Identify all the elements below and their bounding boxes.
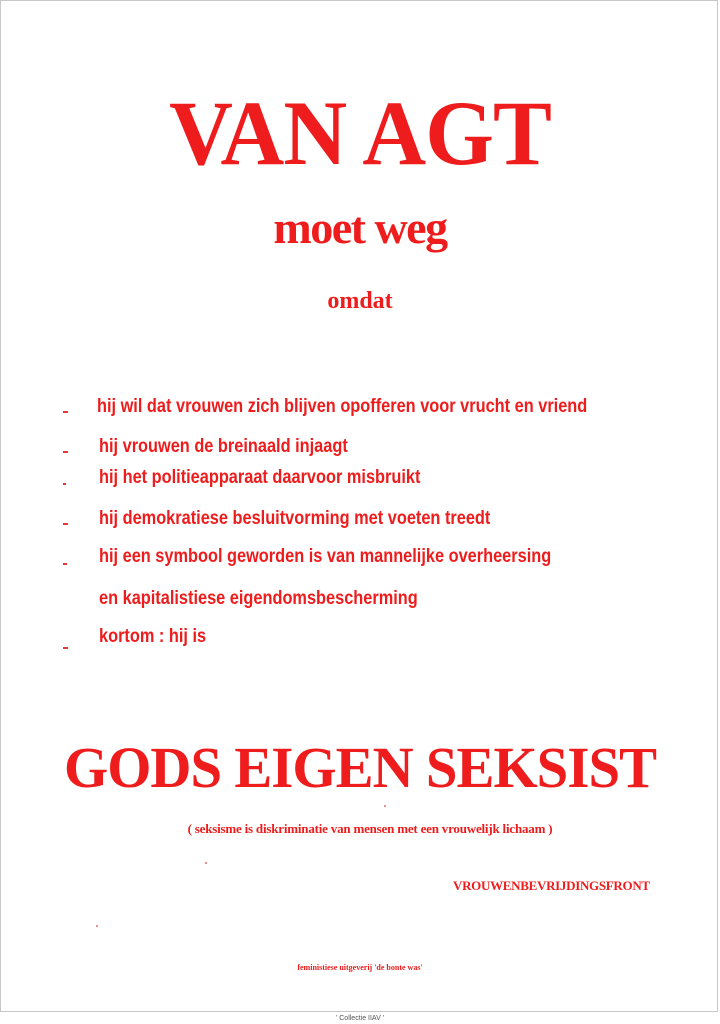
reason-text: hij vrouwen de breinaald injaagt xyxy=(99,436,348,457)
because-label: omdat xyxy=(327,288,393,314)
bullet-dash xyxy=(63,647,68,649)
print-speck xyxy=(205,862,207,864)
print-speck xyxy=(384,805,386,807)
bullet-dash xyxy=(63,483,66,485)
bullet-dash xyxy=(63,563,67,565)
collection-label: ' Collectie IIAV ' xyxy=(335,1015,385,1022)
signature: VROUWENBEVRIJDINGSFRONT xyxy=(453,878,650,893)
print-speck xyxy=(96,925,98,927)
bullet-dash xyxy=(63,523,68,525)
publisher-credit: feministiese uitgeverij 'de bonte was' xyxy=(297,963,423,972)
reason-text: hij een symbool geworden is van mannelijke overheersing xyxy=(99,546,552,567)
poster-subtitle: moet weg xyxy=(273,202,447,253)
reason-text: en kapitalistiese eigendomsbescherming xyxy=(99,588,418,609)
definition-note: ( seksisme is diskriminatie van mensen met een vrouwelijk lichaam ) xyxy=(187,821,553,836)
reason-text: hij demokratiese besluitvorming met voeten treedt xyxy=(99,508,491,529)
reason-text: kortom : hij is xyxy=(99,626,207,647)
headline: GODS EIGEN SEKSIST xyxy=(63,735,657,800)
reason-text: hij wil dat vrouwen zich blijven opofferen voor vrucht en vriend xyxy=(97,396,588,417)
poster-title: VAN AGT xyxy=(169,82,551,184)
reason-text: hij het politieapparaat daarvoor misbruikt xyxy=(99,467,421,488)
bullet-dash xyxy=(63,411,68,413)
bullet-dash xyxy=(63,451,68,453)
reasons-list xyxy=(1,1,719,1013)
